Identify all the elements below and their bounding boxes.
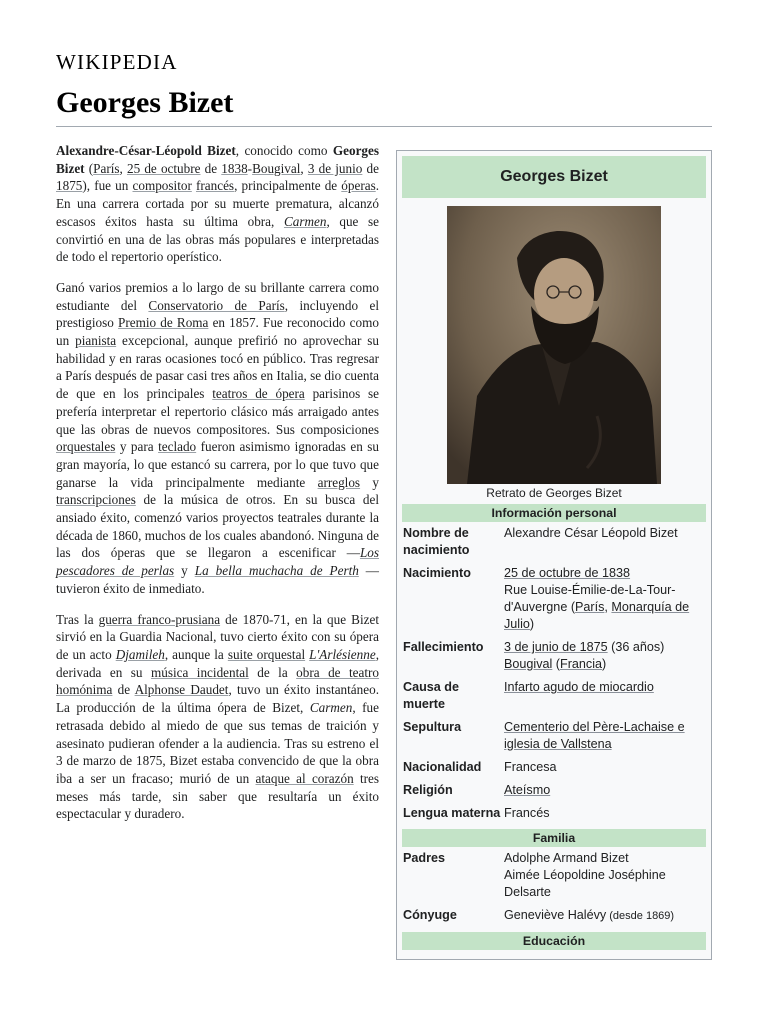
bold-text: Georges Bizet	[56, 143, 380, 176]
inline-link[interactable]: teatros de ópera	[212, 386, 305, 402]
infobox-value	[504, 759, 706, 776]
inline-link[interactable]: Bougival	[504, 657, 553, 671]
infobox-value	[504, 782, 706, 799]
text-run: Aimée Léopoldine Joséphine Delsarte	[504, 868, 666, 899]
inline-link[interactable]: óperas	[341, 178, 376, 194]
infobox-section-heading: Familia	[402, 829, 706, 847]
inline-link[interactable]: pianista	[75, 333, 117, 349]
infobox-value	[504, 565, 706, 633]
text-run: -	[247, 160, 253, 176]
article-body	[56, 142, 379, 836]
infobox-row	[402, 562, 706, 636]
infobox-row	[402, 716, 706, 756]
infobox-section-heading: Información personal	[402, 504, 706, 522]
infobox-row	[402, 636, 706, 676]
infobox-row	[402, 802, 706, 825]
text-run: de 1870-71, en la que Bizet sirvió en la Guardia Nacional, tuvo cierto éxito con su ópera de un acto	[56, 611, 379, 662]
inline-link[interactable]: París	[93, 160, 120, 176]
text-run: , incluyendo el prestigioso	[56, 297, 379, 331]
text-run: , que se convirtió en una de las obras más populares e interpretadas de todo el repertorio operístico.	[56, 213, 379, 265]
inline-link[interactable]: orquestales	[56, 439, 116, 455]
infobox-section-heading: Educación	[402, 932, 706, 950]
infobox-label: Nacimiento	[403, 566, 471, 580]
text-run: y para	[115, 439, 159, 455]
infobox-label: Causa de muerte	[403, 680, 459, 711]
paragraph-intro	[56, 142, 379, 266]
text-run: Tras la	[56, 611, 99, 627]
text-run: de la	[248, 664, 297, 680]
text-run: (desde 1869)	[606, 910, 675, 922]
text-run: — tuvieron éxito de inmediato.	[56, 563, 379, 596]
inline-link[interactable]: Bougival	[252, 160, 301, 176]
portrait-image[interactable]	[447, 206, 661, 484]
text-run: , aunque la	[164, 646, 228, 662]
infobox-value	[504, 907, 706, 925]
text-run: ,	[300, 160, 308, 176]
inline-link[interactable]: música incidental	[150, 664, 249, 680]
infobox-label: Nacionalidad	[403, 760, 482, 774]
text-run: ,	[604, 600, 612, 614]
infobox	[396, 150, 712, 960]
italic-text: Carmen	[309, 700, 353, 716]
text-run: , principalmente de	[234, 178, 342, 194]
infobox-value	[504, 850, 706, 901]
inline-link[interactable]: Premio de Roma	[118, 315, 209, 331]
inline-link[interactable]: guerra franco-prusiana	[98, 611, 221, 627]
inline-link[interactable]: Francia	[560, 657, 603, 671]
infobox-value	[504, 525, 706, 559]
text-run: parisinos se prefería interpretar el repertorio clásico más arraigado antes que las obras de nuevos compositores. Sus composiciones	[56, 386, 379, 437]
text-run: )	[602, 657, 607, 671]
infobox-row	[402, 847, 706, 904]
text-run: ,	[119, 160, 127, 176]
text-run: , derivada en su	[56, 646, 380, 680]
text-run: de	[200, 160, 222, 176]
infobox-label: Padres	[403, 851, 446, 865]
inline-link[interactable]: L'Arlésienne	[309, 646, 376, 662]
inline-link[interactable]: ataque al corazón	[255, 770, 354, 786]
text-run: , conocido como	[235, 143, 333, 158]
infobox-value	[504, 639, 706, 673]
infobox-row	[402, 756, 706, 779]
inline-link[interactable]: París	[575, 600, 605, 614]
bold-text: Alexandre-César-Léopold Bizet	[56, 143, 236, 158]
text-run: , fue retrasada debido al miedo de que sus temas de traición y asesinato pudieran ofender a la audiencia. Tras su estreno el 3 de marzo de 1875, Bizet estaba convencido de que la obra iba a ser un fracaso; murió de un	[56, 700, 379, 786]
infobox-title: Georges Bizet	[402, 156, 706, 198]
page-title: Georges Bizet	[56, 86, 234, 119]
portrait-caption: Retrato de Georges Bizet	[486, 486, 622, 500]
text-run: fueron asimismo ignoradas en su gran mayoría, lo que estancó su carrera, por lo que tuvo que ganarse la vida principalmente mediante	[56, 439, 379, 490]
inline-link[interactable]: Carmen	[283, 213, 327, 229]
inline-link[interactable]: Infarto agudo de miocardio	[504, 680, 654, 694]
text-run: Rue Louise-Émilie-de-La-Tour-d'Auvergne (	[504, 583, 676, 614]
inline-link[interactable]: compositor	[132, 178, 192, 194]
text-run: Francesa	[504, 760, 557, 774]
text-run: ), fue un	[82, 178, 133, 194]
inline-link[interactable]: Ateísmo	[504, 783, 551, 797]
infobox-label: Sepultura	[403, 720, 462, 734]
inline-link[interactable]: Los pescadores de perlas	[56, 545, 379, 579]
text-run: (	[84, 160, 94, 176]
title-divider	[56, 126, 712, 127]
text-run: de	[362, 160, 379, 176]
text-run: , tuvo un éxito instantáneo. La producción de la última ópera de Bizet,	[56, 682, 379, 716]
inline-link[interactable]: Alphonse Daudet	[134, 682, 229, 698]
infobox-label: Cónyuge	[403, 908, 457, 922]
infobox-label: Fallecimiento	[403, 640, 484, 654]
infobox-row	[402, 676, 706, 716]
text-run: . En una carrera cortada por su muerte prematura, alcanzó escasos éxitos hasta su última obra,	[56, 178, 380, 229]
inline-link[interactable]: obra de teatro homónima	[56, 664, 380, 698]
infobox-row	[402, 522, 706, 562]
text-run: en 1857. Fue reconocido como un	[56, 315, 379, 349]
text-run: de la música de otros. En su busca del ansiado éxito, comenzó varios proyectos teatrales durante la década de 1860, muchos de los cuales abandonó. Ninguna de las dos óperas que se llegaron a escenificar —	[56, 492, 379, 561]
text-run: )	[529, 617, 535, 631]
inline-link[interactable]: suite orquestal	[227, 646, 306, 662]
infobox-value	[504, 805, 706, 822]
infobox-value	[504, 719, 706, 753]
infobox-value	[504, 679, 706, 713]
text-run: Geneviève Halévy	[504, 908, 607, 922]
inline-link[interactable]: 25 de octubre de 1838	[504, 566, 631, 580]
wikipedia-logo[interactable]: WIKIPEDIA	[56, 50, 178, 74]
inline-link[interactable]: Cementerio del Père-Lachaise e iglesia de Vallstena	[504, 720, 685, 751]
inline-link[interactable]: 25 de octubre	[126, 160, 201, 176]
paragraph-career	[56, 279, 379, 598]
infobox-sections	[397, 504, 711, 950]
infobox-label: Nombre de nacimiento	[403, 526, 470, 557]
inline-link[interactable]: arreglos	[317, 474, 361, 490]
text-run: Ganó varios premios a lo largo de su brillante carrera como estudiante del	[56, 279, 379, 313]
inline-link[interactable]: transcripciones	[56, 492, 136, 508]
text-run: y	[174, 563, 195, 579]
inline-link[interactable]: 3 de junio	[307, 160, 363, 176]
text-run: excepcional, aunque prefirió no aprovechar su habilidad y en raras ocasiones tocó en público. Tras regresar a París después de pasar casi tres años en Italia, se dio cuenta de que en los principales	[56, 333, 380, 402]
text-run: (36 años)	[607, 640, 665, 654]
text-run: tres meses más tarde, sin saber que resultaría un éxito espectacular y duradero.	[56, 770, 379, 822]
text-run: Alexandre César Léopold Bizet	[504, 526, 678, 540]
infobox-row	[402, 779, 706, 802]
text-run: Adolphe Armand Bizet	[504, 851, 629, 865]
inline-link[interactable]: Conservatorio de París	[148, 297, 285, 313]
text-run: y	[360, 474, 380, 490]
paragraph-late-career	[56, 611, 379, 823]
infobox-row	[402, 904, 706, 928]
infobox-label: Lengua materna	[403, 806, 501, 820]
inline-link[interactable]: La bella muchacha de Perth	[194, 563, 359, 579]
text-run: (	[552, 657, 561, 671]
inline-link[interactable]: 1838	[221, 160, 248, 176]
text-run: de	[112, 682, 135, 698]
inline-link[interactable]: francés	[195, 178, 235, 194]
infobox-label: Religión	[403, 783, 453, 797]
inline-link[interactable]: teclado	[158, 439, 197, 455]
inline-link[interactable]: Monarquía de Julio	[504, 600, 690, 631]
inline-link[interactable]: 1875	[56, 178, 83, 194]
inline-link[interactable]: 3 de junio de 1875	[504, 640, 608, 654]
text-run: Francés	[504, 806, 550, 820]
inline-link[interactable]: Djamileh	[115, 646, 165, 662]
